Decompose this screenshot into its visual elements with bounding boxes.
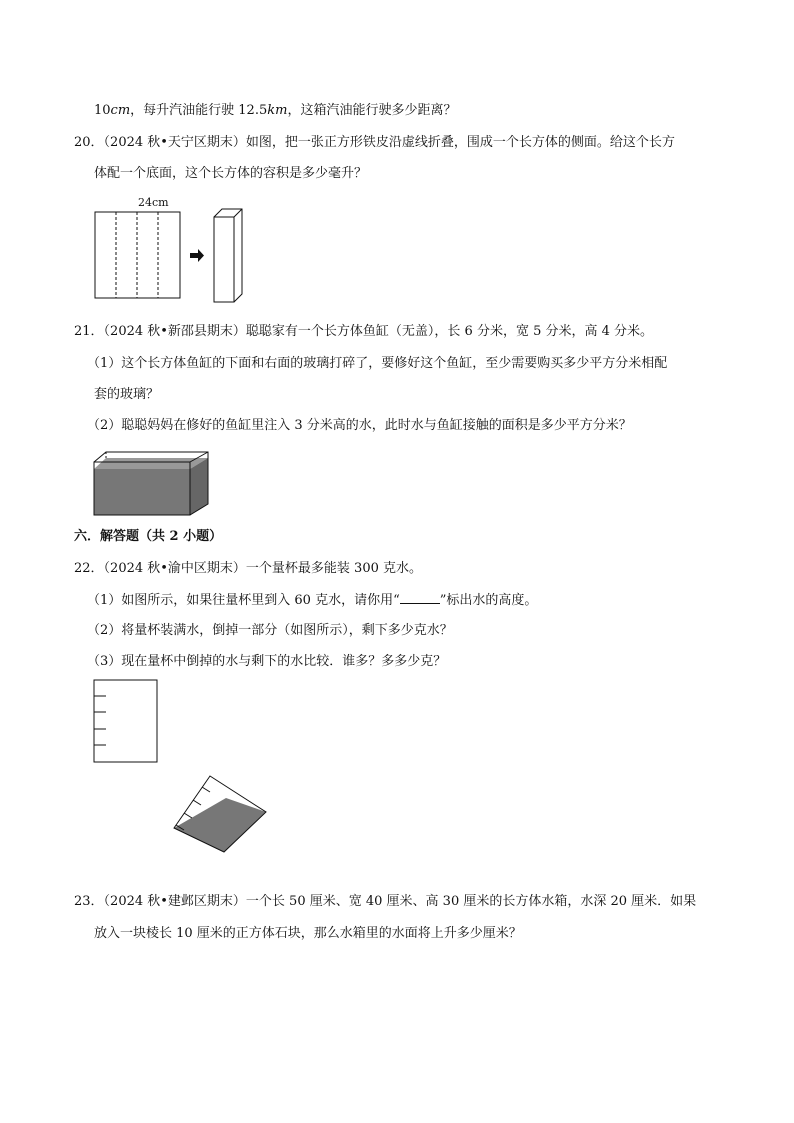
- q20-figure-label: 24cm: [138, 196, 169, 209]
- tank-water-front: [94, 469, 190, 515]
- answer-blank[interactable]: [400, 591, 440, 604]
- tank-water-top: [94, 458, 208, 469]
- q23-line2: 放入一块棱长 10 厘米的正方体石块，那么水箱里的水面将上升多少厘米？: [94, 926, 522, 941]
- q20-figure: [90, 192, 250, 304]
- cup-scale-marks: [94, 696, 106, 745]
- section-title: 六．解答题（共 2 小题）: [74, 529, 223, 544]
- arrow-right-icon: [190, 249, 204, 262]
- cuboid-tall: [214, 209, 242, 302]
- q22-sub1: （1）如图所示，如果往量杯里到入 60 克水，请你用“ ”标出水的高度。: [87, 593, 538, 608]
- tilted-cup-figure: [158, 772, 270, 854]
- fish-tank-figure: [90, 450, 216, 520]
- q19-continuation: 10cm，每升汽油能行驶 12.5km，这箱汽油能行驶多少距离？: [94, 103, 457, 118]
- measuring-cup: [94, 680, 157, 762]
- q22-sub2: （2）将量杯装满水，倒掉一部分（如图所示），剩下多少克水？: [87, 623, 453, 638]
- q22-line1: 22．（2024 秋•渝中区期末）一个量杯最多能装 300 克水。: [74, 561, 423, 576]
- q20-line1: 20．（2024 秋•天宁区期末）如图，把一张正方形铁皮沿虚线折叠，围成一个长方体的侧面。给这个长方: [74, 135, 675, 150]
- q21-line1: 21．（2024 秋•新邵县期末）聪聪家有一个长方体鱼缸（无盖），长 6 分米，宽 5 分米，高 4 分米。: [74, 324, 654, 339]
- q21-sub1-line1: （1）这个长方体鱼缸的下面和右面的玻璃打碎了，要修好这个鱼缸，至少需要购买多少平方分米相配: [87, 356, 668, 371]
- q21-sub2: （2）聪聪妈妈在修好的鱼缸里注入 3 分米高的水，此时水与鱼缸接触的面积是多少平方分米？: [87, 418, 632, 433]
- q21-sub1-line2: 套的玻璃？: [94, 387, 160, 402]
- q22-sub3: （3）现在量杯中倒掉的水与剩下的水比较．谁多？多多少克？: [87, 654, 447, 669]
- measuring-cup-figure: [92, 678, 162, 764]
- q23-line1: 23．（2024 秋•建邺区期末）一个长 50 厘米、宽 40 厘米、高 30 厘米的长方体水箱，水深 20 厘米．如果: [74, 894, 697, 909]
- q20-line2: 体配一个底面，这个长方体的容积是多少毫升？: [94, 166, 368, 181]
